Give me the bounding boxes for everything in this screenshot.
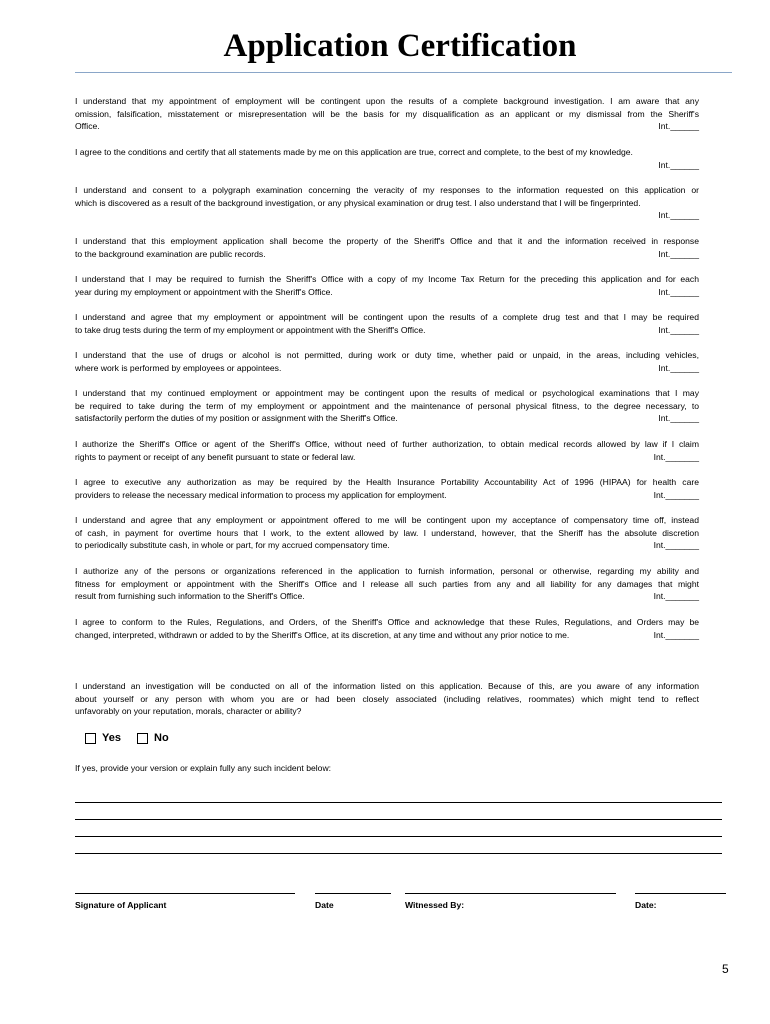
title-rule <box>75 72 732 73</box>
statement-line <box>75 362 699 375</box>
initials-field[interactable]: Int._______ <box>653 629 699 640</box>
statement-text: I agree to conform to the Rules, Regulations, and Orders, of the Sheriff's Office and acknowledge that these Rules, Regulations, and Orders may be <box>75 617 699 627</box>
statement-line <box>75 349 699 362</box>
statement-text: Office. <box>75 121 100 132</box>
statement-text: result from furnishing such information to the Sheriff's Office. <box>75 591 305 602</box>
statement-text: year during my employment or appointment with the Sheriff's Office. <box>75 286 333 297</box>
statement-13 <box>75 616 699 641</box>
no-checkbox[interactable] <box>137 733 148 744</box>
statement-line <box>75 539 699 552</box>
statement-line <box>75 197 699 210</box>
statement-text: fitness for employment or appointment with the Sheriff's Office and I release all such parties from any and all liability for any damages that might <box>75 578 699 589</box>
statement-text: I understand and agree that any employment or appointment offered to me will be contingent upon my acceptance of compensatory time off, instead <box>75 515 699 525</box>
statement-12 <box>75 565 699 603</box>
statement-text: about yourself or any person with whom you are or had been closely associated (including relatives, roommates) which might tend to reflect <box>75 693 699 704</box>
statement-text: I authorize the Sheriff's Office or agent of the Sheriff's Office, without need of further authorization, to obtain medical records allowed by law if I claim <box>75 439 699 449</box>
statement-11 <box>75 514 699 552</box>
statement-line <box>75 527 699 540</box>
statement-line <box>75 476 699 489</box>
no-option[interactable] <box>137 732 169 744</box>
initials-field[interactable]: Int.______ <box>658 413 699 424</box>
statement-3 <box>75 184 699 222</box>
statement-line <box>75 311 699 324</box>
statement-text: I understand and consent to a polygraph examination concerning the veracity of my responses to the information requested on this application or <box>75 185 699 195</box>
statement-text: to the background examination are public records. <box>75 248 266 259</box>
yes-checkbox[interactable] <box>85 733 96 744</box>
statement-line <box>75 451 699 464</box>
witness-label: Witnessed By: <box>405 900 465 910</box>
statement-2 <box>75 146 699 171</box>
initials-field[interactable]: Int._______ <box>653 451 699 462</box>
applicant-signature-line[interactable] <box>75 893 295 894</box>
statement-line <box>75 412 699 425</box>
statement-line <box>75 590 699 603</box>
statement-text: I understand an investigation will be conducted on all of the information listed on this application. Because of this, are you aware of any information <box>75 681 699 691</box>
initials-field[interactable]: Int.______ <box>658 159 699 170</box>
statement-text: unfavorably on your reputation, morals, character or ability? <box>75 706 302 717</box>
statement-1 <box>75 95 699 133</box>
statement-line <box>75 438 699 451</box>
statement-line <box>75 286 699 299</box>
applicant-date-label: Date <box>315 900 334 910</box>
statement-line <box>75 693 699 706</box>
statement-line <box>75 235 699 248</box>
statement-5 <box>75 273 699 298</box>
statement-text: I understand that the use of drugs or alcohol is not permitted, during work or duty time, whether paid or unpaid, in the areas, including vehicles, <box>75 350 699 360</box>
statement-text: omission, falsification, misstatement or misrepresentation will be the basis for my disqualification as an applicant or my dismissal from the Sheriff's <box>75 108 699 119</box>
initials-field[interactable]: Int._______ <box>653 540 699 551</box>
explain-prompt: If yes, provide your version or explain fully any such incident below: <box>75 763 332 773</box>
statement-text: I understand that I may be required to furnish the Sheriff's Office with a copy of my Income Tax Return for the preceding this application and for each <box>75 274 699 284</box>
witness-date-line[interactable] <box>635 893 726 894</box>
applicant-date-line[interactable] <box>315 893 391 894</box>
statement-line <box>75 120 699 133</box>
initials-field[interactable]: Int.______ <box>658 121 699 132</box>
statement-line <box>75 324 699 337</box>
explain-line-2[interactable] <box>75 819 722 820</box>
statement-text: changed, interpreted, withdrawn or added to by the Sheriff's Office, at its discretion, at any time and without any prior notice to me. <box>75 629 570 640</box>
statement-8 <box>75 387 699 425</box>
statement-line <box>75 273 699 286</box>
statement-line <box>75 565 699 578</box>
statement-line <box>75 514 699 527</box>
statement-text: to periodically substitute cash, in whole or part, for my accrued compensatory time. <box>75 540 390 551</box>
initials-line <box>75 159 699 172</box>
statement-text: providers to release the necessary medical information to process my application for employment. <box>75 489 447 500</box>
initials-field[interactable]: Int.______ <box>658 324 699 335</box>
statement-text: I understand and agree that my employment or appointment will be contingent upon the results of a complete drug test and that I may be required <box>75 312 699 322</box>
page-number: 5 <box>722 962 729 976</box>
statement-text: I understand that my appointment of employment will be contingent upon the results of a complete background investigation. I am aware that any <box>75 96 699 106</box>
applicant-signature-label: Signature of Applicant <box>75 900 167 910</box>
statement-line <box>75 95 699 108</box>
statement-line <box>75 400 699 413</box>
no-label: No <box>154 732 169 744</box>
statement-text: rights to payment or receipt of any benefit pursuant to state or federal law. <box>75 451 356 462</box>
statement-text: which is discovered as a result of the background investigation, or any physical examination or drug test. I also understand that I will be fingerprinted. <box>75 197 641 208</box>
statement-text: I agree to the conditions and certify that all statements made by me on this application are true, correct and complete, to the best of my knowledge. <box>75 147 633 157</box>
statement-text: to take drug tests during the term of my employment or appointment with the Sheriff's Office. <box>75 324 426 335</box>
statement-14 <box>75 680 699 718</box>
initials-field[interactable]: Int._______ <box>653 489 699 500</box>
initials-line <box>75 209 699 222</box>
initials-field[interactable]: Int.______ <box>658 286 699 297</box>
statement-text: I authorize any of the persons or organizations referenced in the application to furnish information, personal or otherwise, regarding my ability and <box>75 566 699 576</box>
statement-line <box>75 248 699 261</box>
witness-signature-line[interactable] <box>405 893 616 894</box>
explain-line-4[interactable] <box>75 853 722 854</box>
statement-text: be required to take during the term of my employment or appointment and the maintenance of personal physical fitness, to the degree necessary, to <box>75 400 699 411</box>
explain-line-3[interactable] <box>75 836 722 837</box>
statement-text: satisfactorily perform the duties of my position or assignment with the Sheriff's Office. <box>75 413 398 424</box>
statement-line <box>75 146 699 159</box>
explain-line-1[interactable] <box>75 802 722 803</box>
statement-text: I understand that my continued employment or appointment may be contingent upon the results of medical or psychological examinations that I may <box>75 388 699 398</box>
statement-line <box>75 184 699 197</box>
statement-text: where work is performed by employees or appointees. <box>75 362 282 373</box>
initials-field[interactable]: Int.______ <box>658 362 699 373</box>
initials-field[interactable]: Int.______ <box>658 248 699 259</box>
statement-line <box>75 387 699 400</box>
statement-6 <box>75 311 699 336</box>
statement-4 <box>75 235 699 260</box>
statement-line <box>75 489 699 502</box>
statement-10 <box>75 476 699 501</box>
initials-field[interactable]: Int._______ <box>653 591 699 602</box>
statement-line <box>75 629 699 642</box>
statement-text: of cash, in payment for overtime hours that I work, to the extent allowed by law. I understand, however, that the Sheriff has the absolute discretion <box>75 527 699 538</box>
statement-line <box>75 616 699 629</box>
statement-line <box>75 705 699 718</box>
statement-line <box>75 578 699 591</box>
statement-line <box>75 680 699 693</box>
yes-label: Yes <box>102 732 121 744</box>
page-title: Application Certification <box>223 28 577 64</box>
statement-line <box>75 108 699 121</box>
statement-text: I agree to executive any authorization as may be required by the Health Insurance Portability Accountability Act of 1996 (HIPAA) for health care <box>75 477 699 487</box>
initials-field[interactable]: Int.______ <box>658 210 699 221</box>
statement-7 <box>75 349 699 374</box>
yes-option[interactable] <box>85 732 121 744</box>
statement-text: I understand that this employment application shall become the property of the Sheriff's Office and that it and the information received in response <box>75 236 699 246</box>
witness-date-label: Date: <box>635 900 657 910</box>
statement-9 <box>75 438 699 463</box>
